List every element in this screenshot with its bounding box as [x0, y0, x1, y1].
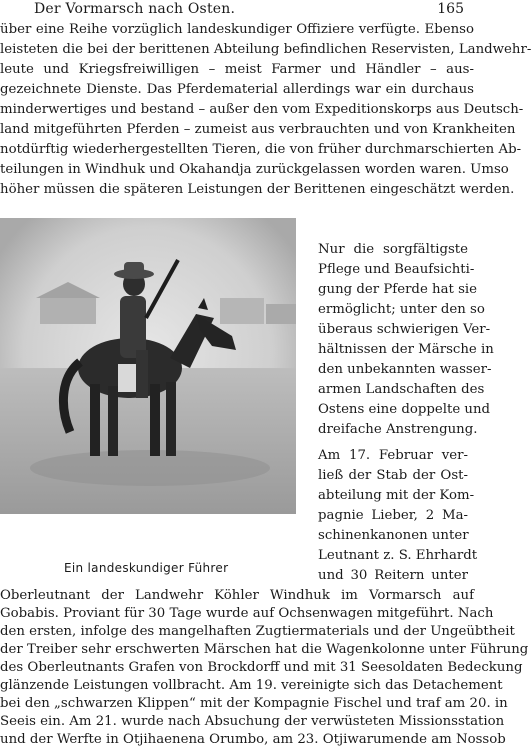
- guide-on-horse-image: [0, 218, 296, 514]
- text-line: glänzende Leistungen vollbracht. Am 19. vereinigte sich das Detachement: [0, 678, 503, 693]
- text-line: den unbekannten wasser-: [318, 362, 492, 377]
- text-line: und der Werfte in Otjihaenena Orumbo, am 23. Otjiwarumende am Nossob: [0, 732, 506, 747]
- text-line: und 30 Reitern unter: [318, 568, 468, 583]
- text-line: ließ der Stab der Ost-: [318, 468, 468, 483]
- page-header: [0, 0, 474, 20]
- page-number: 165: [437, 1, 464, 17]
- text-line: notdürftig wiederhergestellten Tieren, die von früher durchmarschierten Ab-: [0, 142, 522, 157]
- text-line: bei den „schwarzen Klippen“ mit der Kompagnie Fischel und traf am 20. in: [0, 696, 508, 711]
- text-line: des Oberleutnants Grafen von Brockdorff und mit 31 Seesoldaten Bedeckung: [0, 660, 523, 675]
- text-line: höher müssen die späteren Leistungen der Berittenen eingeschätzt werden.: [0, 182, 515, 197]
- text-line: Oberleutnant der Landwehr Köhler Windhuk im Vormarsch auf: [0, 588, 474, 603]
- text-line: dreifache Anstrengung.: [318, 422, 478, 437]
- figure: [0, 218, 304, 528]
- figure-caption: Ein landeskundiger Führer: [64, 561, 229, 575]
- text-line: pagnie Lieber, 2 Ma-: [318, 508, 468, 523]
- text-line: hältnissen der Märsche in: [318, 342, 494, 357]
- circular-photograph: [0, 218, 296, 514]
- text-line: Seeis ein. Am 21. wurde nach Absuchung der verwüsteten Missionsstation: [0, 714, 505, 729]
- text-line: über eine Reihe vorzüglich landeskundiger Offiziere verfügte. Ebenso: [0, 22, 474, 37]
- text-line: armen Landschaften des: [318, 382, 485, 397]
- text-line: Pflege und Beaufsichti-: [318, 262, 475, 277]
- text-line: Am 17. Februar ver-: [318, 448, 468, 463]
- text-line: Gobabis. Proviant für 30 Tage wurde auf Ochsenwagen mitgeführt. Nach: [0, 606, 494, 621]
- text-line: leute und Kriegsfreiwilligen – meist Farmer und Händler – aus-: [0, 62, 474, 77]
- text-line: land mitgeführten Pferden – zumeist aus verbrauchten und von Krankheiten: [0, 122, 516, 137]
- text-line: leisteten die bei der berittenen Abteilung befindlichen Reservisten, Landwehr-: [0, 42, 531, 57]
- text-line: Ostens eine doppelte und: [318, 402, 491, 417]
- text-line: minderwertiges und bestand – außer den vom Expeditionskorps aus Deutsch-: [0, 102, 524, 117]
- text-line: ermöglicht; unter den so: [318, 302, 485, 317]
- text-line: überaus schwierigen Ver-: [318, 322, 491, 337]
- text-line: gung der Pferde hat sie: [318, 282, 478, 297]
- text-line: Leutnant z. S. Ehrhardt: [318, 548, 478, 563]
- running-title: Der Vormarsch nach Osten.: [34, 1, 236, 17]
- text-line: teilungen in Windhuk und Okahandja zurückgelassen worden waren. Umso: [0, 162, 509, 177]
- text-line: Nur die sorgfältigste: [318, 242, 468, 257]
- text-line: der Treiber sehr erschwerten Märschen hat die Wagenkolonne unter Führung: [0, 642, 529, 657]
- text-line: abteilung mit der Kom-: [318, 488, 475, 503]
- text-line: schinenkanonen unter: [318, 528, 469, 543]
- text-line: gezeichnete Dienste. Das Pferdematerial allerdings war ein durchaus: [0, 82, 474, 97]
- text-line: den ersten, infolge des mangelhaften Zugtiermaterials und der Ungeübtheit: [0, 624, 515, 639]
